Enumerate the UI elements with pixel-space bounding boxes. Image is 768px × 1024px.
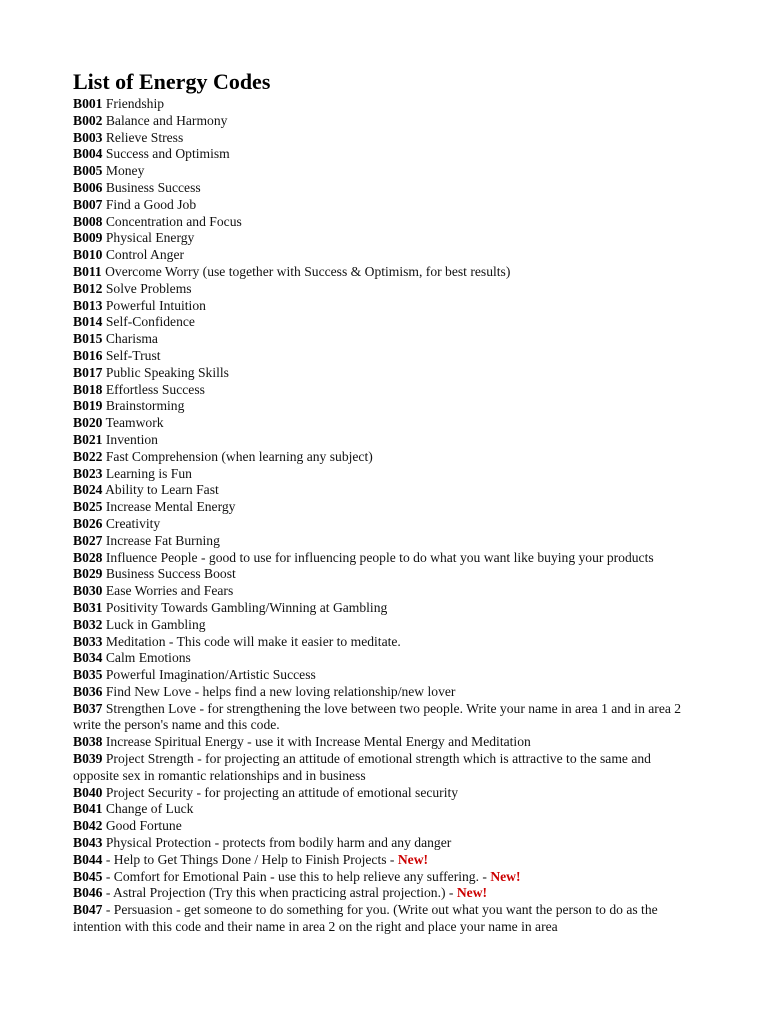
- energy-code-id: B021: [73, 431, 103, 447]
- energy-code-id: B030: [73, 583, 103, 599]
- energy-code-entry: [73, 701, 693, 735]
- energy-code-entry: [73, 818, 693, 835]
- energy-code-description: Find a Good Job: [102, 196, 197, 212]
- energy-code-id: B014: [73, 314, 103, 330]
- energy-code-id: B001: [73, 96, 103, 111]
- energy-code-id: B015: [73, 331, 103, 347]
- energy-code-entry: [73, 264, 693, 281]
- energy-code-id: B041: [73, 801, 103, 817]
- energy-code-entry: [73, 751, 693, 785]
- energy-code-description: Control Anger: [102, 247, 185, 263]
- energy-code-entry: [73, 348, 693, 365]
- energy-code-description: Public Speaking Skills: [102, 364, 229, 380]
- energy-code-entry: [73, 466, 693, 483]
- energy-code-description: Physical Protection - protects from bodily harm and any danger: [102, 835, 452, 851]
- energy-code-description: - Comfort for Emotional Pain - use this to help relieve any suffering. -: [102, 868, 491, 884]
- energy-code-description: Self-Confidence: [102, 314, 195, 330]
- energy-code-entry: [73, 113, 693, 130]
- energy-code-description: Invention: [102, 431, 158, 447]
- energy-code-description: Ease Worries and Fears: [102, 583, 234, 599]
- energy-code-id: B006: [73, 179, 103, 195]
- energy-code-entry: [73, 449, 693, 466]
- energy-code-description: Learning is Fun: [102, 465, 192, 481]
- energy-code-id: B026: [73, 515, 103, 531]
- energy-code-description: Success and Optimism: [102, 146, 230, 162]
- energy-code-description: Fast Comprehension (when learning any subject): [102, 448, 373, 464]
- energy-code-description: - Help to Get Things Done / Help to Finish Projects -: [102, 851, 398, 867]
- energy-code-id: B003: [73, 129, 103, 145]
- energy-code-description: - Astral Projection (Try this when practicing astral projection.) -: [102, 885, 457, 901]
- energy-code-id: B004: [73, 146, 103, 162]
- energy-code-entry: [73, 566, 693, 583]
- energy-code-entry: [73, 180, 693, 197]
- energy-code-description: - Persuasion - get someone to do something for you. (Write out what you want the person to do as the intention with this code and their name in area 2 on the right and place your name in area: [73, 902, 658, 935]
- document-page: [73, 68, 693, 936]
- energy-code-id: B036: [73, 683, 103, 699]
- energy-code-description: Balance and Harmony: [102, 112, 228, 128]
- energy-code-description: Ability to Learn Fast: [102, 482, 219, 498]
- energy-code-id: B044: [73, 851, 103, 867]
- energy-code-entry: [73, 583, 693, 600]
- energy-code-entry: [73, 902, 693, 936]
- energy-code-description: Effortless Success: [102, 381, 205, 397]
- energy-code-entry: [73, 600, 693, 617]
- energy-code-id: B028: [73, 549, 103, 565]
- energy-code-description: Physical Energy: [102, 230, 195, 246]
- energy-code-description: Brainstorming: [102, 398, 185, 414]
- energy-code-description: Powerful Intuition: [102, 297, 206, 313]
- energy-code-id: B018: [73, 381, 103, 397]
- energy-code-entry: [73, 667, 693, 684]
- energy-code-entry: [73, 533, 693, 550]
- energy-code-entry: [73, 214, 693, 231]
- energy-code-entry: [73, 785, 693, 802]
- energy-code-id: B019: [73, 398, 103, 414]
- energy-code-id: B011: [73, 263, 102, 279]
- new-badge: New!: [397, 851, 429, 867]
- energy-code-entry: [73, 482, 693, 499]
- energy-code-id: B020: [73, 415, 103, 431]
- energy-code-id: B035: [73, 667, 103, 683]
- energy-code-entry: [73, 499, 693, 516]
- energy-code-description: Overcome Worry (use together with Success & Optimism, for best results): [101, 263, 511, 279]
- energy-code-entry: [73, 298, 693, 315]
- energy-code-id: B047: [73, 902, 103, 918]
- energy-code-id: B040: [73, 784, 103, 800]
- energy-code-entry: [73, 516, 693, 533]
- energy-code-description: Self-Trust: [102, 347, 161, 363]
- energy-code-entry: [73, 331, 693, 348]
- energy-code-entry: [73, 634, 693, 651]
- energy-code-entry: [73, 96, 693, 113]
- energy-code-entry: [73, 163, 693, 180]
- energy-code-description: Increase Mental Energy: [102, 499, 236, 515]
- energy-code-id: B008: [73, 213, 103, 229]
- energy-code-entry: [73, 852, 693, 869]
- energy-code-description: Friendship: [102, 96, 165, 111]
- energy-code-id: B025: [73, 499, 103, 515]
- energy-code-description: Business Success Boost: [102, 566, 236, 582]
- energy-code-entry: [73, 247, 693, 264]
- new-badge: New!: [456, 885, 488, 901]
- energy-code-description: Solve Problems: [102, 280, 192, 296]
- energy-code-description: Concentration and Focus: [102, 213, 242, 229]
- energy-code-entry: [73, 365, 693, 382]
- energy-code-entry: [73, 869, 693, 886]
- energy-code-entry: [73, 415, 693, 432]
- energy-code-id: B039: [73, 751, 103, 767]
- energy-code-description: Project Security - for projecting an attitude of emotional security: [102, 784, 459, 800]
- energy-code-entry: [73, 130, 693, 147]
- energy-code-entry: [73, 432, 693, 449]
- energy-code-entry: [73, 398, 693, 415]
- energy-code-id: B013: [73, 297, 103, 313]
- page-title: List of Energy Codes: [73, 69, 271, 94]
- energy-code-entry: [73, 314, 693, 331]
- energy-code-description: Powerful Imagination/Artistic Success: [102, 667, 316, 683]
- energy-code-id: B002: [73, 112, 103, 128]
- energy-code-id: B017: [73, 364, 103, 380]
- energy-code-list: [73, 96, 693, 936]
- energy-code-entry: [73, 281, 693, 298]
- energy-code-description: Increase Fat Burning: [102, 532, 220, 548]
- energy-code-description: Influence People - good to use for influencing people to do what you want like buying your products: [102, 549, 654, 565]
- energy-code-id: B005: [73, 163, 103, 179]
- energy-code-id: B042: [73, 818, 103, 834]
- energy-code-id: B033: [73, 633, 103, 649]
- energy-code-description: Positivity Towards Gambling/Winning at Gambling: [102, 599, 388, 615]
- energy-code-entry: [73, 550, 693, 567]
- energy-code-description: Business Success: [102, 179, 201, 195]
- new-badge: New!: [490, 868, 521, 884]
- energy-code-entry: [73, 197, 693, 214]
- energy-code-id: B009: [73, 230, 103, 246]
- energy-code-description: Money: [102, 163, 145, 179]
- energy-code-id: B043: [73, 835, 103, 851]
- energy-code-entry: [73, 146, 693, 163]
- energy-code-description: Creativity: [102, 515, 161, 531]
- energy-code-description: Luck in Gambling: [102, 616, 206, 632]
- energy-code-entry: [73, 617, 693, 634]
- energy-code-description: Relieve Stress: [102, 129, 184, 145]
- energy-code-description: Project Strength - for projecting an attitude of emotional strength which is attractive to the same and opposite sex in romantic relationships and in business: [73, 751, 651, 783]
- energy-code-description: Good Fortune: [102, 818, 182, 834]
- energy-code-description: Meditation - This code will make it easier to meditate.: [102, 633, 401, 649]
- energy-code-id: B007: [73, 196, 103, 212]
- energy-code-entry: [73, 382, 693, 399]
- energy-code-entry: [73, 230, 693, 247]
- energy-code-id: B022: [73, 448, 103, 464]
- energy-code-description: Find New Love - helps find a new loving relationship/new lover: [102, 683, 456, 699]
- energy-code-description: Change of Luck: [102, 801, 194, 817]
- energy-code-entry: [73, 885, 693, 902]
- energy-code-description: Calm Emotions: [102, 650, 191, 666]
- energy-code-id: B038: [73, 734, 103, 750]
- energy-code-id: B016: [73, 347, 103, 363]
- energy-code-id: B046: [73, 885, 103, 901]
- energy-code-entry: [73, 650, 693, 667]
- energy-code-description: Charisma: [102, 331, 158, 347]
- energy-code-id: B012: [73, 280, 103, 296]
- energy-code-entry: [73, 835, 693, 852]
- energy-code-id: B024: [73, 482, 103, 498]
- energy-code-id: B045: [73, 868, 103, 884]
- energy-code-id: B023: [73, 465, 103, 481]
- energy-code-id: B029: [73, 566, 103, 582]
- energy-code-entry: [73, 734, 693, 751]
- energy-code-description: Teamwork: [102, 415, 164, 431]
- energy-code-id: B032: [73, 616, 103, 632]
- energy-code-id: B037: [73, 700, 103, 716]
- energy-code-entry: [73, 684, 693, 701]
- energy-code-description: Increase Spiritual Energy - use it with Increase Mental Energy and Meditation: [102, 734, 531, 750]
- energy-code-id: B034: [73, 650, 103, 666]
- energy-code-description: Strengthen Love - for strengthening the love between two people. Write your name in area 1 and in area 2 write the person's name and this code.: [73, 700, 682, 733]
- energy-code-id: B031: [73, 599, 103, 615]
- energy-code-id: B010: [73, 247, 103, 263]
- energy-code-entry: [73, 801, 693, 818]
- energy-code-id: B027: [73, 532, 103, 548]
